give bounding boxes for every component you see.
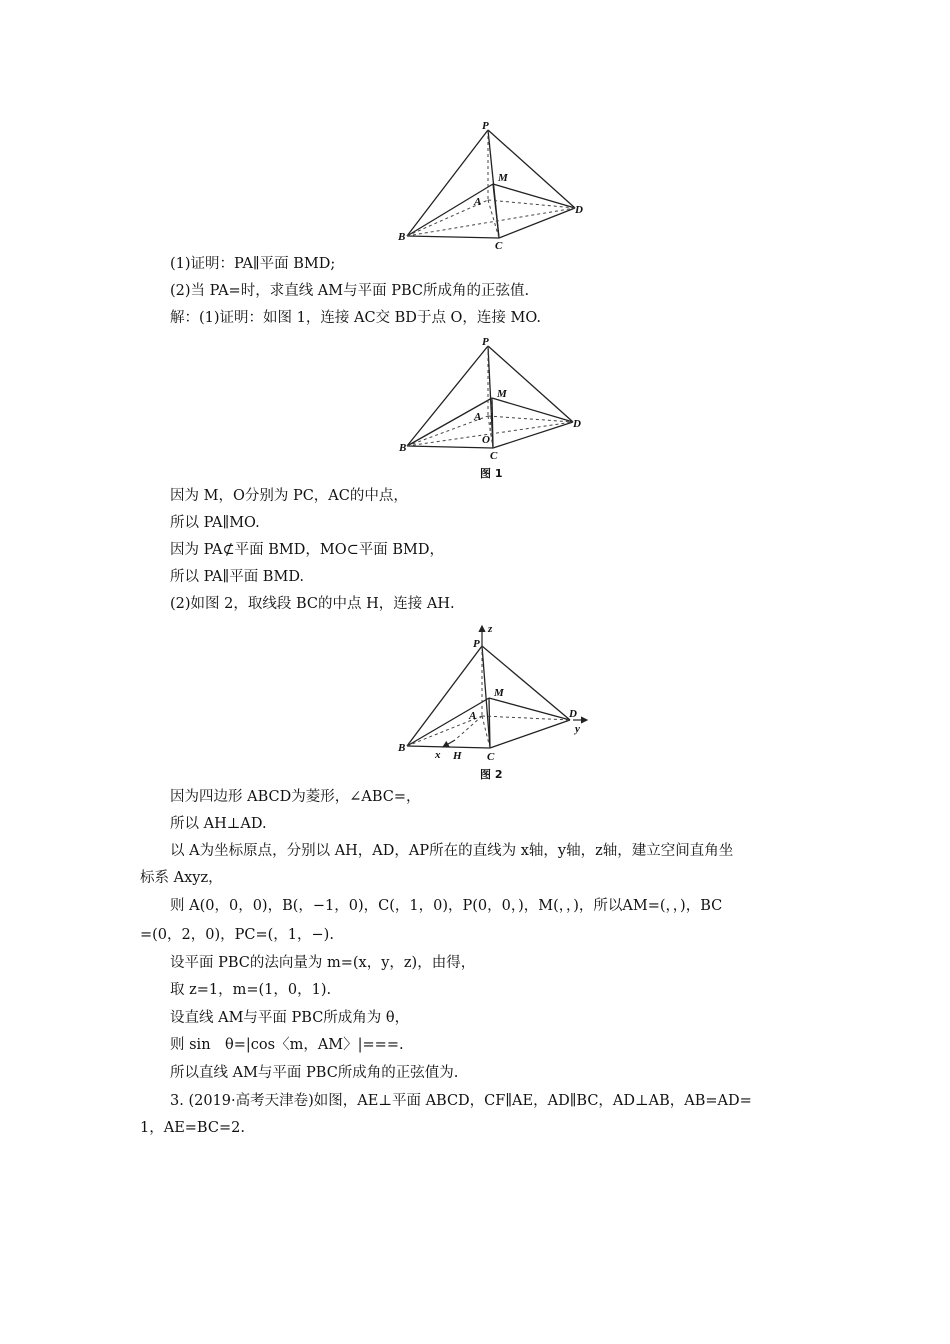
text-line: 所以 PA∥平面 BMD. bbox=[170, 569, 305, 585]
label-P: P bbox=[473, 638, 480, 650]
figure-2 bbox=[395, 620, 595, 785]
text-line: 则 sin θ=|cos〈m，AM〉|===. bbox=[170, 1037, 404, 1053]
figure-pyramid-top bbox=[395, 118, 595, 250]
text-line: (2)当 PA=时，求直线 AM与平面 PBC所成角的正弦值. bbox=[170, 283, 530, 299]
label-D: D bbox=[569, 708, 577, 720]
label-C: C bbox=[487, 751, 495, 763]
text-line: 设平面 PBC的法向量为 m=(x，y，z)，由得， bbox=[170, 955, 476, 971]
label-y: y bbox=[575, 723, 580, 735]
label-H: H bbox=[453, 750, 462, 762]
text-line: =(0，2，0)，PC=(，1，−). bbox=[140, 927, 334, 943]
label-B: B bbox=[399, 442, 407, 454]
text-line: 因为 PA⊄平面 BMD，MO⊂平面 BMD， bbox=[170, 542, 445, 558]
text-line: 取 z=1，m=(1，0，1). bbox=[170, 982, 332, 998]
label-C: C bbox=[490, 450, 498, 462]
label-M: M bbox=[494, 687, 504, 699]
label-z: z bbox=[488, 623, 493, 635]
label-M: M bbox=[498, 172, 508, 184]
figure-caption: 图 2 bbox=[480, 768, 503, 781]
text-line: 标系 Axyz， bbox=[140, 870, 223, 886]
text-line: 3. (2019·高考天津卷)如图，AE⊥平面 ABCD，CF∥AE，AD∥BC，AD⊥AB，AB=AD= bbox=[170, 1093, 752, 1109]
text-line: 1，AE=BC=2. bbox=[140, 1120, 245, 1136]
text-line: 因为四边形 ABCD为菱形，∠ABC=， bbox=[170, 789, 421, 805]
label-x: x bbox=[435, 749, 441, 761]
text-line: 所以 AH⊥AD. bbox=[170, 816, 267, 832]
label-M: M bbox=[497, 388, 507, 400]
text-line: 因为 M，O分别为 PC，AC的中点， bbox=[170, 488, 408, 504]
label-P: P bbox=[482, 336, 489, 348]
label-P: P bbox=[482, 120, 489, 132]
figure-1 bbox=[395, 336, 595, 481]
label-D: D bbox=[573, 418, 581, 430]
text-line: 则 A(0，0，0)，B(，−1，0)，C(，1，0)，P(0，0，)，M(，，)，所以AM=(，，)，BC bbox=[170, 898, 723, 914]
label-C: C bbox=[495, 240, 503, 252]
text-line: 所以直线 AM与平面 PBC所成角的正弦值为. bbox=[170, 1065, 459, 1081]
text-line: (2)如图 2，取线段 BC的中点 H，连接 AH. bbox=[170, 596, 455, 612]
figure-caption: 图 1 bbox=[480, 467, 503, 480]
text-line: 设直线 AM与平面 PBC所成角为 θ， bbox=[170, 1010, 410, 1026]
text-line: (1)证明：PA∥平面 BMD; bbox=[170, 256, 336, 272]
text-line: 所以 PA∥MO. bbox=[170, 515, 260, 531]
label-A: A bbox=[474, 196, 482, 208]
text-line: 以 A为坐标原点，分别以 AH，AD，AP所在的直线为 x轴，y轴，z轴，建立空间直角坐 bbox=[170, 843, 734, 859]
label-A: A bbox=[469, 710, 477, 722]
label-D: D bbox=[575, 204, 583, 216]
label-B: B bbox=[398, 742, 406, 754]
label-B: B bbox=[398, 231, 406, 243]
label-O: O bbox=[482, 434, 490, 446]
text-line: 解：(1)证明：如图 1，连接 AC交 BD于点 O，连接 MO. bbox=[170, 310, 542, 326]
label-A: A bbox=[474, 411, 482, 423]
